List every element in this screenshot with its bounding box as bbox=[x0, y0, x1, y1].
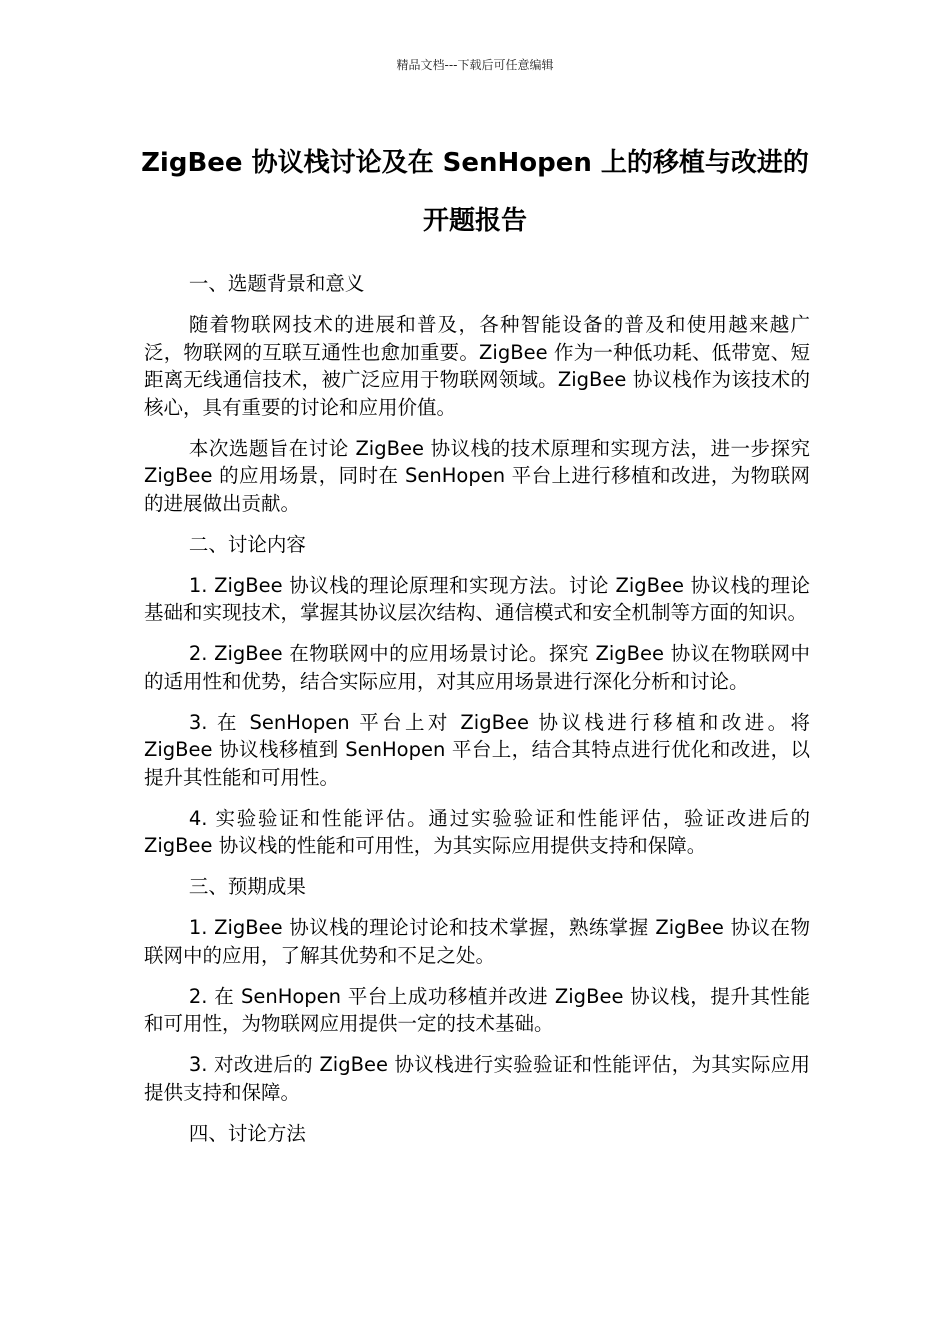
document-title: ZigBee 协议栈讨论及在 SenHopen 上的移植与改进的开题报告 bbox=[141, 148, 809, 236]
document-body bbox=[144, 270, 810, 1161]
content-item-4: 4. 实验验证和性能评估。通过实验验证和性能评估，验证改进后的 ZigBee 协议栈的性能和可用性，为其实际应用提供支持和保障。 bbox=[144, 806, 810, 857]
paragraph-background-2: 本次选题旨在讨论 ZigBee 协议栈的技术原理和实现方法，进一步探究 ZigBee 的应用场景，同时在 SenHopen 平台上进行移植和改进，为物联网的进展做出贡献。 bbox=[144, 436, 810, 515]
result-item-2: 2. 在 SenHopen 平台上成功移植并改进 ZigBee 协议栈，提升其性能和可用性，为物联网应用提供一定的技术基础。 bbox=[144, 984, 810, 1035]
content-item-1: 1. ZigBee 协议栈的理论原理和实现方法。讨论 ZigBee 协议栈的理论基础和实现技术，掌握其协议层次结构、通信模式和安全机制等方面的知识。 bbox=[144, 573, 810, 624]
header-note: 精品文档---下载后可任意编辑 bbox=[396, 58, 554, 72]
result-item-3: 3. 对改进后的 ZigBee 协议栈进行实验验证和性能评估，为其实际应用提供支持和保障。 bbox=[144, 1053, 810, 1104]
result-item-1: 1. ZigBee 协议栈的理论讨论和技术掌握，熟练掌握 ZigBee 协议在物联网中的应用，了解其优势和不足之处。 bbox=[144, 916, 810, 967]
section-heading-content: 二、讨论内容 bbox=[188, 532, 306, 556]
section-heading-methods: 四、讨论方法 bbox=[188, 1121, 306, 1145]
paragraph-background-1: 随着物联网技术的进展和普及，各种智能设备的普及和使用越来越广泛，物联网的互联互通性也愈加重要。ZigBee 作为一种低功耗、低带宽、短距离无线通信技术，被广泛应用于物联网领域。ZigBee 协议栈作为该技术的核心，具有重要的讨论和应用价值。 bbox=[144, 313, 810, 419]
content-item-3: 3. 在 SenHopen 平台上对 ZigBee 协议栈进行移植和改进。将 ZigBee 协议栈移植到 SenHopen 平台上，结合其特点进行优化和改进，以提升其性能和可用性。 bbox=[144, 710, 810, 789]
content-item-2: 2. ZigBee 在物联网中的应用场景讨论。探究 ZigBee 协议在物联网中的适用性和优势，结合实际应用，对其应用场景进行深化分析和讨论。 bbox=[144, 642, 810, 693]
section-heading-expected-results: 三、预期成果 bbox=[188, 875, 306, 898]
section-heading-background: 一、选题背景和意义 bbox=[188, 272, 365, 295]
